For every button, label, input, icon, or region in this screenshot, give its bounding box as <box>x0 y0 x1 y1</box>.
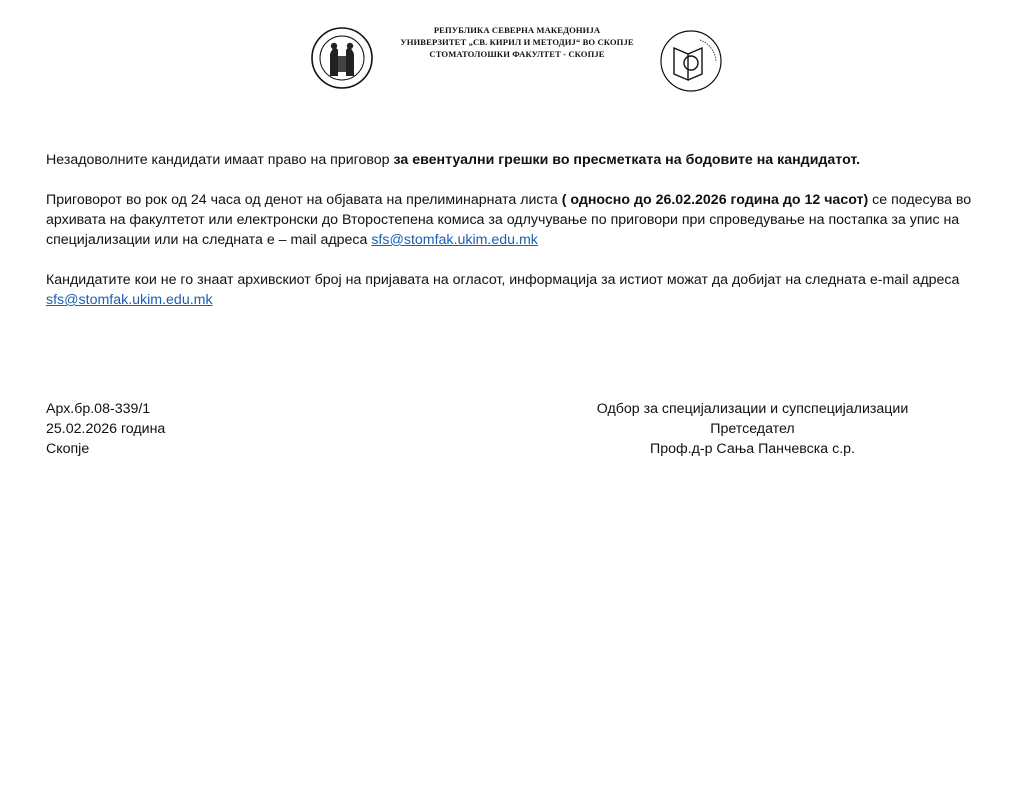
document-header <box>300 22 740 94</box>
objection-text-bold: за евентуални грешки во пресметката на бодовите на кандидатот. <box>393 152 861 168</box>
paragraph-objection-deadline <box>46 190 976 250</box>
faculty-logo-icon <box>658 28 724 94</box>
email-link-2[interactable]: sfs@stomfak.ukim.edu.mk <box>46 292 213 308</box>
footer-reference <box>46 399 165 459</box>
signatory-role: Претседател <box>710 421 795 437</box>
document-date: 25.02.2026 година <box>46 421 166 437</box>
document-body <box>46 150 976 330</box>
header-university: УНИВЕРЗИТЕТ „СВ. КИРИЛ И МЕТОДИЈ“ ВО СКОПЈЕ <box>400 37 634 47</box>
objection-text: Незадоволните кандидати имаат право на приговор <box>46 152 394 168</box>
header-country: РЕПУБЛИКА СЕВЕРНА МАКЕДОНИЈА <box>433 25 601 35</box>
institution-name <box>382 24 652 60</box>
committee-name: Одбор за специјализации и супспецијализации <box>596 401 909 417</box>
paragraph-archive-info <box>46 270 976 310</box>
university-seal-icon <box>310 26 374 90</box>
archive-number: Арх.бр.08-339/1 <box>46 401 151 417</box>
signatory-name: Проф.д-р Сања Панчевска с.р. <box>650 441 855 457</box>
archive-info-text: Кандидатите кои не го знаат архивскиот број на пријавата на огласот, информација за истиот можат да добијат на следната е-mail адреса <box>46 272 960 288</box>
deadline-text-bold: ( односно до 26.02.2026 година до 12 часот) <box>561 192 869 208</box>
footer-signature <box>560 399 945 459</box>
email-link[interactable]: sfs@stomfak.ukim.edu.mk <box>371 232 538 248</box>
deadline-text-2: се подесува во архивата на факултетот или електронски до Второстепена комиса за одлучување по приговори при спроведување на постапка за упис на специјализации или на следната е – mail адреса <box>46 192 972 248</box>
document-city: Скопје <box>46 441 90 457</box>
deadline-text-1: Приговорот во рок од 24 часа од денот на објавата на прелиминарната листа <box>46 192 562 208</box>
header-faculty: СТОМАТОЛОШКИ ФАКУЛТЕТ - СКОПЈЕ <box>429 49 605 59</box>
paragraph-objection-right <box>46 150 976 170</box>
